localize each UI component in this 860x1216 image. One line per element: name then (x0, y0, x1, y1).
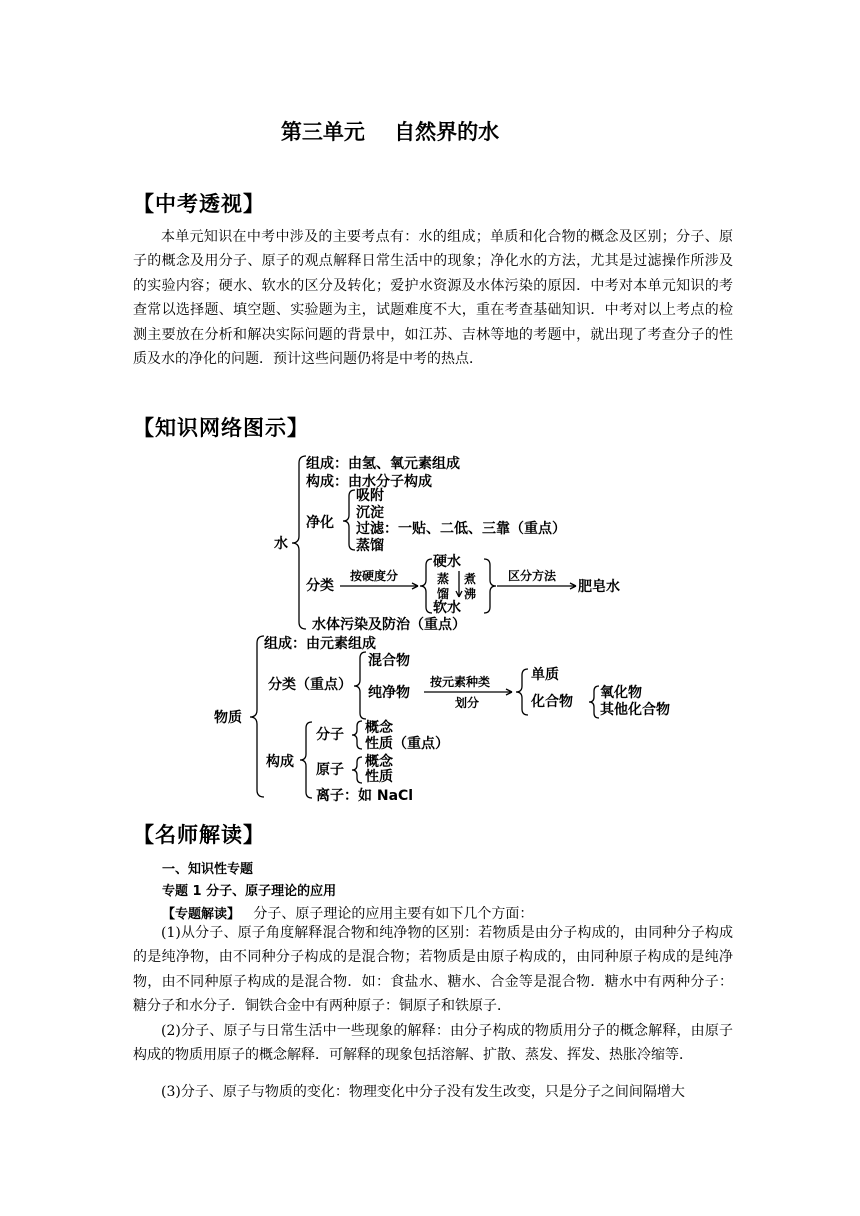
water-brace (292, 456, 306, 629)
atom-brace (352, 757, 362, 783)
hard-water: 硬水 (433, 554, 461, 570)
by-hardness-label: 按硬度分 (350, 569, 399, 583)
other-compound: 其他化合物 (600, 702, 670, 718)
water-classify-label: 分类 (306, 578, 334, 594)
matter-brace (250, 636, 264, 797)
atom: 原子 (316, 762, 344, 778)
matter-structure-label: 构成 (266, 754, 294, 770)
purify-label: 净化 (306, 515, 334, 531)
topic-intro-text: 分子、原子理论的应用主要有如下几个方面： (253, 906, 534, 922)
water-structure: 构成：由水分子构成 (306, 474, 432, 490)
oxide: 氧化物 (600, 685, 642, 701)
atom-concept: 概念 (365, 754, 393, 770)
pure-brace (516, 669, 528, 715)
boil-char-2: 沸 (464, 587, 477, 601)
water-root: 水 (274, 536, 288, 552)
pure-substance: 纯净物 (368, 685, 410, 701)
paragraph-1: (1)从分子、原子角度解释混合物和纯净物的区别：若物质是由分子构成的，由同种分子构成的是纯净物，由不同种分子构成的是混合物；若物质是由原子构成的，由同种原子构成的是纯净物，由不同种原子构成的是混合物．如：食盐水、糖水、合金等是混合物．糖水中有两种分子：糖分子和水分子．铜铁合金中有两种原子：铜原子和铁原子． (133, 925, 733, 1015)
matter-classify-label: 分类（重点） (268, 677, 352, 693)
purify-item-settle: 沉淀 (356, 505, 384, 521)
purify-brace (343, 490, 355, 550)
matter-composition: 组成：由元素组成 (264, 636, 376, 652)
boil-char-1: 煮 (464, 572, 477, 586)
soft-water: 软水 (433, 600, 461, 616)
hardness-right-brace (484, 559, 496, 613)
topic-intro-label: 【专题解读】 (162, 907, 241, 922)
purify-item-distill: 蒸馏 (356, 538, 384, 554)
molecule-concept: 概念 (365, 720, 393, 736)
by-element-label: 按元素种类 (430, 675, 491, 689)
divide-label: 划分 (455, 696, 480, 710)
paragraph-2: (2)分子、原子与日常生活中一些现象的解释：由分子构成的物质用分子的概念解释，由原子构成的物质用原子的概念解释．可解释的现象包括溶解、扩散、蒸发、挥发、热胀冷缩等． (133, 1023, 733, 1064)
special-topic-title: 专题 1 分子、原子理论的应用 (162, 884, 337, 899)
distinguish-label: 区分方法 (508, 569, 557, 583)
compound: 化合物 (531, 694, 573, 710)
ion: 离子：如 NaCl (316, 788, 414, 804)
section-heading-exam-overview: 【中考透视】 (133, 192, 265, 216)
molecule: 分子 (316, 727, 344, 743)
page-title: 第三单元 自然界的水 (280, 120, 500, 144)
atom-property: 性质 (365, 769, 393, 785)
water-pollution: 水体污染及防治（重点） (312, 617, 466, 633)
compound-brace (589, 686, 599, 718)
section-heading-knowledge-network: 【知识网络图示】 (133, 416, 309, 440)
hardness-brace (420, 559, 432, 613)
topic-intro (162, 903, 533, 923)
overview-paragraph: 本单元知识在中考中涉及的主要考点有：水的组成；单质和化合物的概念及区别；分子、原子的概念及用分子、原子的观点解释日常生活中的现象；净化水的方法，尤其是过滤操作所涉及的实验内容；硬水、软水的区分及转化；爱护水资源及水体污染的原因．中考对本单元知识的考查常以选择题、填空题、实验题为主，试题难度不大，重在考查基础知识．中考对以上考点的检测主要放在分析和解决实际问题的背景中，如江苏、吉林等地的考题中，就出现了考查分子的性质及水的净化的问题．预计这些问题仍将是中考的热点． (133, 229, 733, 368)
section-heading-teacher-reading: 【名师解读】 (133, 823, 265, 847)
structure-brace (300, 722, 312, 798)
classify-brace (354, 652, 366, 719)
paragraph-3: (3)分子、原子与物质的变化：物理变化中分子没有发生改变，只是分子之间间隔增大 (161, 1084, 685, 1100)
purify-item-adsorb: 吸附 (356, 488, 384, 504)
element-substance: 单质 (531, 667, 559, 683)
molecule-brace (352, 721, 362, 749)
distill-char-2: 馏 (437, 587, 450, 601)
matter-root: 物质 (214, 710, 242, 726)
molecule-property: 性质（重点） (365, 736, 449, 752)
water-composition: 组成：由氢、氧元素组成 (306, 456, 460, 472)
distill-char-1: 蒸 (437, 572, 450, 586)
mixture: 混合物 (368, 653, 410, 669)
topic-heading: 一、知识性专题 (162, 862, 254, 877)
soap-water: 肥皂水 (578, 579, 620, 595)
purify-item-filter: 过滤：一贴、二低、三靠（重点） (356, 521, 566, 537)
